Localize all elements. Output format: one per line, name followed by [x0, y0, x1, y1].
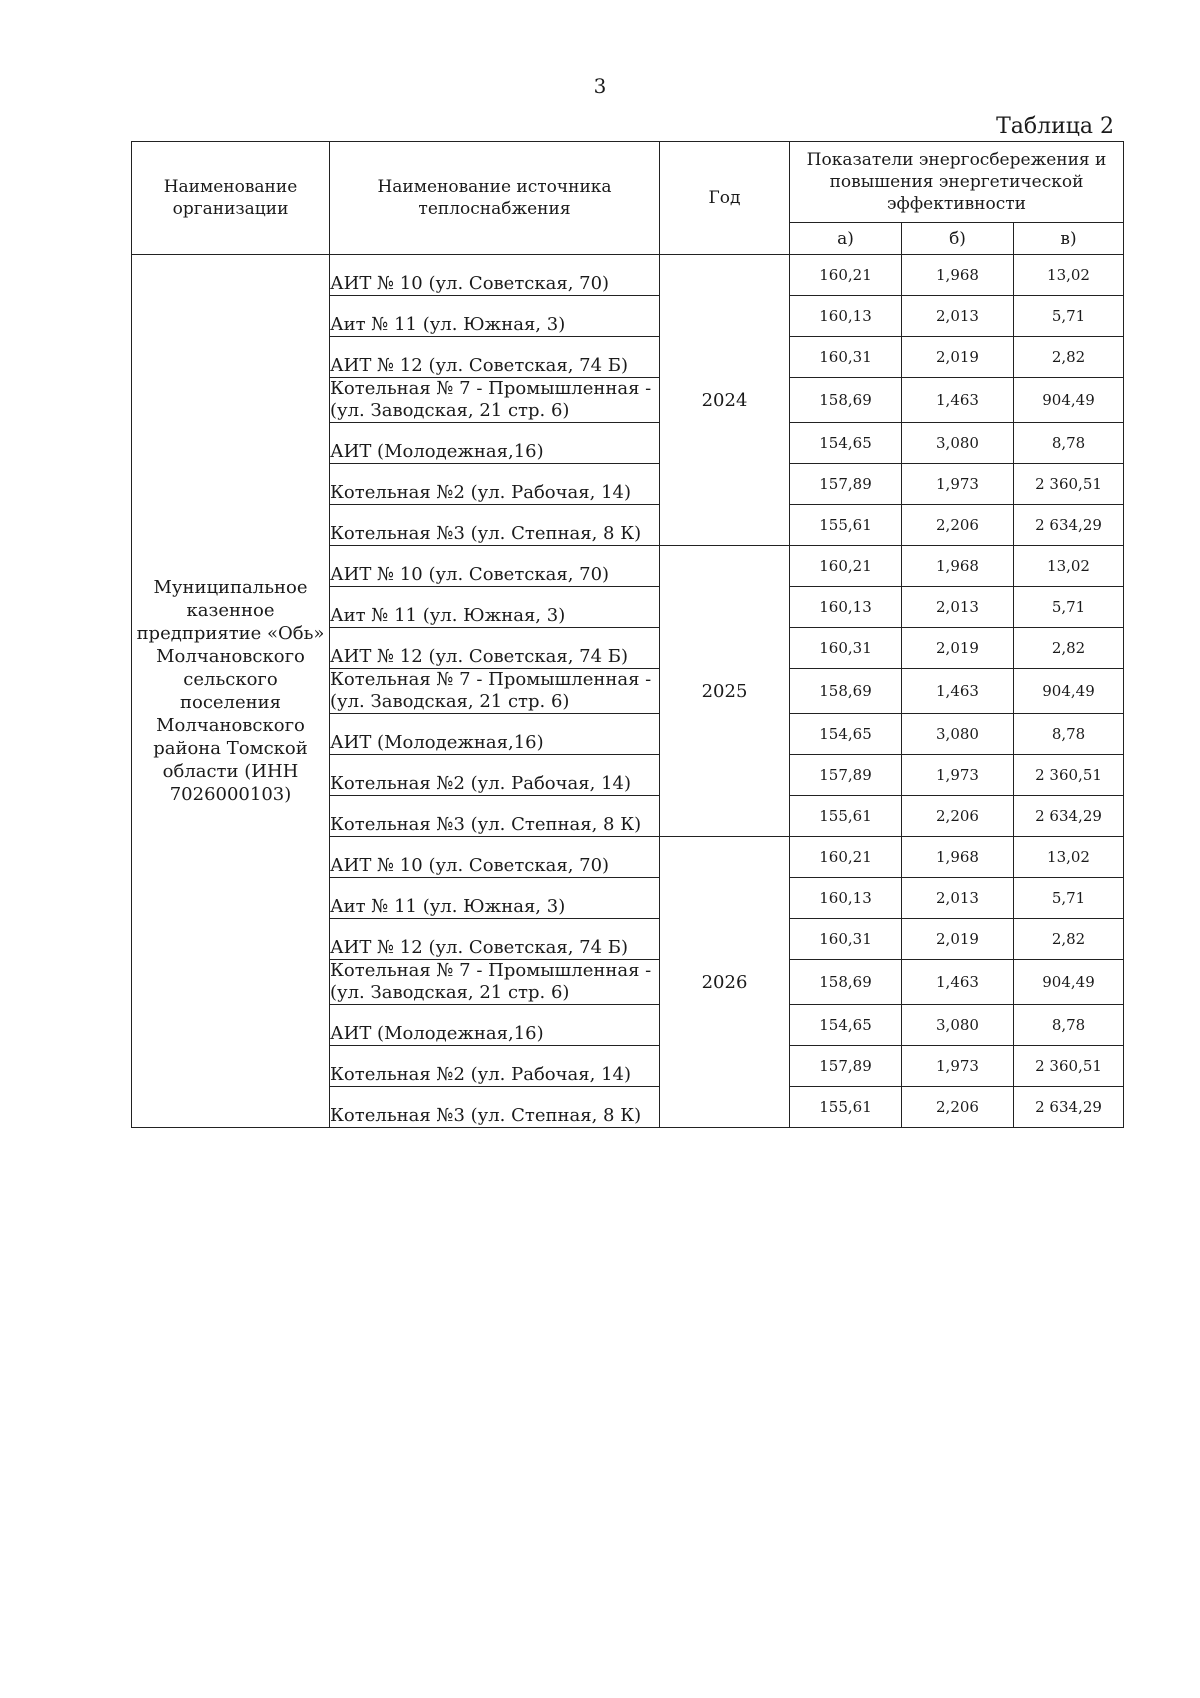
- value-c: 2 634,29: [1014, 1087, 1124, 1128]
- table-row: [132, 255, 1124, 296]
- table-label: Таблица 2: [996, 114, 1114, 139]
- value-b: 2,013: [902, 878, 1014, 919]
- source-name: Котельная №2 (ул. Рабочая, 14): [330, 755, 660, 796]
- value-c: 2,82: [1014, 628, 1124, 669]
- value-a: 158,69: [790, 960, 902, 1005]
- value-c: 2,82: [1014, 337, 1124, 378]
- year-cell: 2026: [660, 837, 790, 1128]
- header-sub-a: а): [790, 223, 902, 255]
- source-name: АИТ № 10 (ул. Советская, 70): [330, 255, 660, 296]
- source-name: Котельная №2 (ул. Рабочая, 14): [330, 1046, 660, 1087]
- value-a: 158,69: [790, 669, 902, 714]
- value-a: 154,65: [790, 423, 902, 464]
- value-a: 160,31: [790, 919, 902, 960]
- value-c: 2 634,29: [1014, 796, 1124, 837]
- value-c: 5,71: [1014, 878, 1124, 919]
- value-c: 2 360,51: [1014, 755, 1124, 796]
- source-name: Котельная №3 (ул. Степная, 8 К): [330, 505, 660, 546]
- energy-table: [131, 141, 1124, 1128]
- value-a: 160,13: [790, 587, 902, 628]
- value-a: 160,21: [790, 837, 902, 878]
- value-b: 2,206: [902, 505, 1014, 546]
- source-name: АИТ № 12 (ул. Советская, 74 Б): [330, 337, 660, 378]
- source-name: Котельная №2 (ул. Рабочая, 14): [330, 464, 660, 505]
- value-b: 1,463: [902, 669, 1014, 714]
- source-name: АИТ (Молодежная,16): [330, 1005, 660, 1046]
- value-b: 3,080: [902, 423, 1014, 464]
- value-c: 2 360,51: [1014, 464, 1124, 505]
- value-c: 13,02: [1014, 546, 1124, 587]
- value-c: 2 634,29: [1014, 505, 1124, 546]
- source-name: Котельная № 7 - Промышленная - (ул. Заводская, 21 стр. 6): [330, 669, 660, 714]
- value-a: 160,21: [790, 546, 902, 587]
- value-a: 160,13: [790, 878, 902, 919]
- source-name: АИТ (Молодежная,16): [330, 714, 660, 755]
- source-name: АИТ № 10 (ул. Советская, 70): [330, 546, 660, 587]
- value-b: 2,019: [902, 628, 1014, 669]
- value-c: 904,49: [1014, 378, 1124, 423]
- value-b: 3,080: [902, 714, 1014, 755]
- header-sub-c: в): [1014, 223, 1124, 255]
- value-b: 1,973: [902, 755, 1014, 796]
- source-name: Аит № 11 (ул. Южная, 3): [330, 878, 660, 919]
- page-number: 3: [593, 74, 607, 98]
- value-a: 160,31: [790, 628, 902, 669]
- value-c: 5,71: [1014, 587, 1124, 628]
- value-b: 1,968: [902, 546, 1014, 587]
- value-b: 2,206: [902, 796, 1014, 837]
- organization-name: Муниципальное казенное предприятие «Обь» Молчановского сельского поселения Молчановского района Томской области (ИНН 7026000103): [132, 255, 330, 1128]
- value-b: 3,080: [902, 1005, 1014, 1046]
- value-c: 904,49: [1014, 960, 1124, 1005]
- header-source: Наименование источника теплоснабжения: [330, 142, 660, 255]
- header-org: Наименование организации: [132, 142, 330, 255]
- value-b: 2,019: [902, 919, 1014, 960]
- table-body: [132, 255, 1124, 1128]
- value-c: 13,02: [1014, 837, 1124, 878]
- value-a: 160,31: [790, 337, 902, 378]
- value-c: 2 360,51: [1014, 1046, 1124, 1087]
- value-a: 154,65: [790, 1005, 902, 1046]
- source-name: АИТ (Молодежная,16): [330, 423, 660, 464]
- value-a: 158,69: [790, 378, 902, 423]
- value-b: 1,463: [902, 960, 1014, 1005]
- source-name: АИТ № 10 (ул. Советская, 70): [330, 837, 660, 878]
- value-a: 157,89: [790, 464, 902, 505]
- value-c: 904,49: [1014, 669, 1124, 714]
- value-a: 157,89: [790, 1046, 902, 1087]
- header-indicators: Показатели энергосбережения и повышения энергетической эффективности: [790, 142, 1124, 223]
- value-b: 1,463: [902, 378, 1014, 423]
- source-name: Аит № 11 (ул. Южная, 3): [330, 296, 660, 337]
- value-b: 1,973: [902, 1046, 1014, 1087]
- value-a: 157,89: [790, 755, 902, 796]
- source-name: Котельная №3 (ул. Степная, 8 К): [330, 1087, 660, 1128]
- header-sub-b: б): [902, 223, 1014, 255]
- value-b: 2,013: [902, 587, 1014, 628]
- value-b: 1,968: [902, 837, 1014, 878]
- source-name: АИТ № 12 (ул. Советская, 74 Б): [330, 919, 660, 960]
- value-a: 154,65: [790, 714, 902, 755]
- value-b: 1,968: [902, 255, 1014, 296]
- value-b: 2,019: [902, 337, 1014, 378]
- value-c: 8,78: [1014, 423, 1124, 464]
- source-name: АИТ № 12 (ул. Советская, 74 Б): [330, 628, 660, 669]
- value-c: 2,82: [1014, 919, 1124, 960]
- value-c: 8,78: [1014, 714, 1124, 755]
- value-a: 155,61: [790, 796, 902, 837]
- value-c: 5,71: [1014, 296, 1124, 337]
- year-cell: 2025: [660, 546, 790, 837]
- value-b: 2,013: [902, 296, 1014, 337]
- source-name: Аит № 11 (ул. Южная, 3): [330, 587, 660, 628]
- value-c: 13,02: [1014, 255, 1124, 296]
- value-a: 155,61: [790, 1087, 902, 1128]
- value-a: 160,13: [790, 296, 902, 337]
- value-c: 8,78: [1014, 1005, 1124, 1046]
- source-name: Котельная № 7 - Промышленная - (ул. Заводская, 21 стр. 6): [330, 378, 660, 423]
- source-name: Котельная №3 (ул. Степная, 8 К): [330, 796, 660, 837]
- header-year: Год: [660, 142, 790, 255]
- value-a: 160,21: [790, 255, 902, 296]
- value-b: 2,206: [902, 1087, 1014, 1128]
- source-name: Котельная № 7 - Промышленная - (ул. Заводская, 21 стр. 6): [330, 960, 660, 1005]
- year-cell: 2024: [660, 255, 790, 546]
- value-b: 1,973: [902, 464, 1014, 505]
- value-a: 155,61: [790, 505, 902, 546]
